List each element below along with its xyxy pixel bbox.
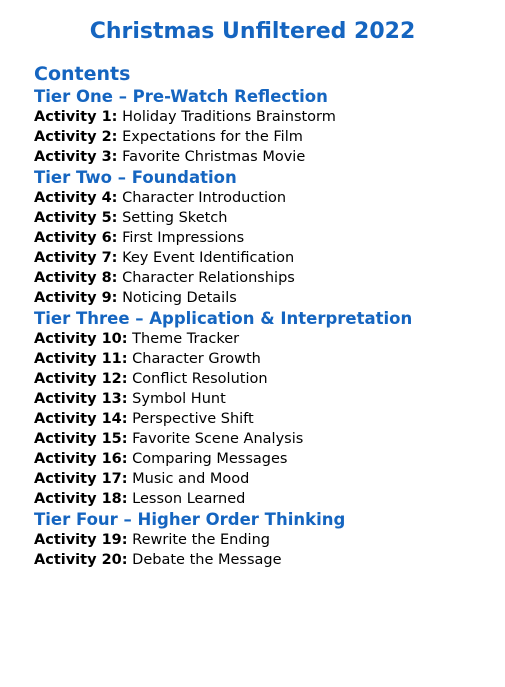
activity-item xyxy=(34,530,494,550)
activity-number: Activity 20: xyxy=(34,552,128,568)
activity-item xyxy=(34,127,494,147)
tier-section xyxy=(34,509,494,570)
tier-section xyxy=(34,308,494,509)
tier-heading: Tier One – Pre-Watch Reflection xyxy=(34,87,328,106)
activity-name: Setting Sketch xyxy=(122,210,228,226)
tier-heading: Tier Three – Application & Interpretation xyxy=(34,309,413,328)
activity-item xyxy=(34,349,494,369)
activity-item xyxy=(34,288,494,308)
tier-section xyxy=(34,167,494,308)
activity-number: Activity 13: xyxy=(34,391,128,407)
tier-heading: Tier Four – Higher Order Thinking xyxy=(34,510,346,529)
activity-item xyxy=(34,147,494,167)
activity-item xyxy=(34,429,494,449)
tier-heading: Tier Two – Foundation xyxy=(34,168,237,187)
contents-heading: Contents xyxy=(34,63,131,85)
activity-name: Character Relationships xyxy=(122,270,295,286)
activity-number: Activity 12: xyxy=(34,371,128,387)
activity-item xyxy=(34,389,494,409)
activity-number: Activity 14: xyxy=(34,411,128,427)
table-of-contents xyxy=(34,62,494,570)
activity-number: Activity 3: xyxy=(34,149,118,165)
activity-name: Rewrite the Ending xyxy=(132,532,270,548)
activity-name: Favorite Scene Analysis xyxy=(132,431,304,447)
activity-item xyxy=(34,208,494,228)
activity-item xyxy=(34,329,494,349)
activity-item xyxy=(34,228,494,248)
activity-number: Activity 7: xyxy=(34,250,118,266)
activity-item xyxy=(34,248,494,268)
activity-number: Activity 2: xyxy=(34,129,118,145)
activity-number: Activity 17: xyxy=(34,471,128,487)
activity-number: Activity 6: xyxy=(34,230,118,246)
activity-number: Activity 10: xyxy=(34,331,128,347)
activity-name: Comparing Messages xyxy=(132,451,288,467)
activity-number: Activity 1: xyxy=(34,109,118,125)
activity-name: Key Event Identification xyxy=(122,250,295,266)
activity-name: Conflict Resolution xyxy=(132,371,268,387)
activity-item xyxy=(34,489,494,509)
activity-name: Theme Tracker xyxy=(132,331,240,347)
activity-number: Activity 11: xyxy=(34,351,128,367)
activity-item xyxy=(34,369,494,389)
activity-number: Activity 8: xyxy=(34,270,118,286)
activity-number: Activity 16: xyxy=(34,451,128,467)
activity-name: Holiday Traditions Brainstorm xyxy=(122,109,336,125)
activity-number: Activity 19: xyxy=(34,532,128,548)
activity-name: Perspective Shift xyxy=(132,411,254,427)
activity-name: First Impressions xyxy=(122,230,245,246)
activity-item xyxy=(34,107,494,127)
activity-name: Expectations for the Film xyxy=(122,129,303,145)
activity-number: Activity 9: xyxy=(34,290,118,306)
activity-item xyxy=(34,550,494,570)
activity-item xyxy=(34,469,494,489)
activity-name: Character Growth xyxy=(132,351,261,367)
activity-name: Symbol Hunt xyxy=(132,391,226,407)
activity-name: Music and Mood xyxy=(132,471,250,487)
document-title: Christmas Unfiltered 2022 xyxy=(89,19,416,44)
activity-name: Noticing Details xyxy=(122,290,237,306)
activity-name: Debate the Message xyxy=(132,552,282,568)
activity-item xyxy=(34,449,494,469)
activity-item xyxy=(34,409,494,429)
activity-item xyxy=(34,268,494,288)
activity-name: Favorite Christmas Movie xyxy=(122,149,306,165)
tier-section xyxy=(34,86,494,167)
activity-name: Character Introduction xyxy=(122,190,287,206)
activity-item xyxy=(34,188,494,208)
activity-number: Activity 18: xyxy=(34,491,128,507)
activity-number: Activity 4: xyxy=(34,190,118,206)
activity-number: Activity 15: xyxy=(34,431,128,447)
activity-number: Activity 5: xyxy=(34,210,118,226)
activity-name: Lesson Learned xyxy=(132,491,246,507)
